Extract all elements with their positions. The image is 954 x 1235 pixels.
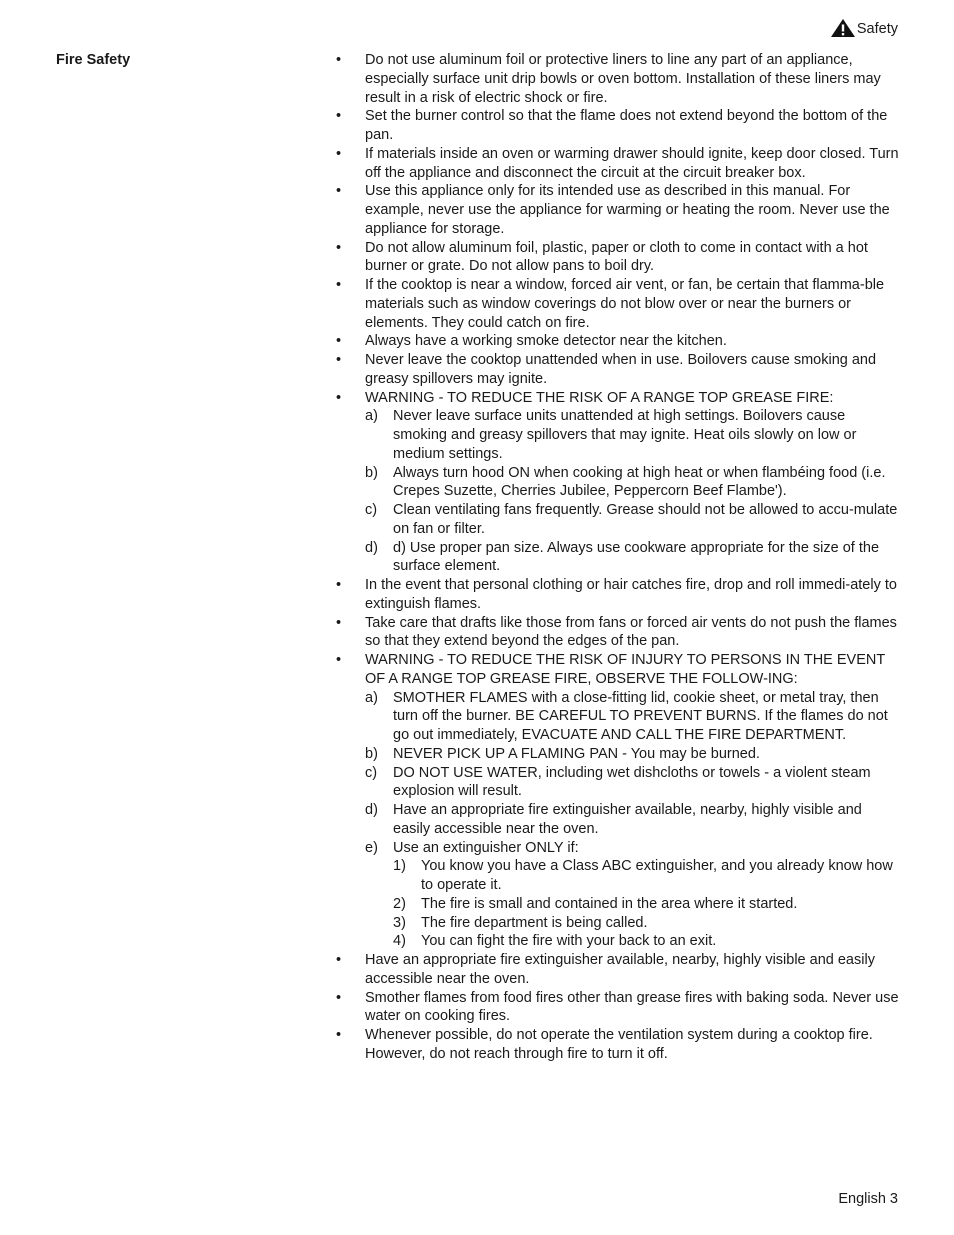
sub-list-item	[365, 407, 902, 463]
list-item-text: Clean ventilating fans frequently. Grease should not be allowed to accu-mulate on fan or filter.	[393, 502, 898, 537]
nested-list-item	[393, 914, 902, 933]
warning-triangle-icon	[830, 18, 856, 38]
sub-list-item	[365, 801, 902, 839]
sub-list-item	[365, 464, 902, 502]
bullet-marker: •	[336, 52, 342, 68]
bullet-marker: •	[336, 333, 342, 350]
bullet-marker: •	[336, 652, 342, 668]
list-item-text: Always turn hood ON when cooking at high heat or when flambéing food (i.e. Crepes Suzette, Cherries Jubilee, Peppercorn Beef Flambe').	[393, 464, 886, 500]
sub-list	[365, 689, 902, 952]
list-item-text: Take care that drafts like those from fans or forced air vents do not push the flames so that they extend beyond the edges of the pan.	[365, 614, 897, 650]
list-marker: d)	[365, 539, 378, 556]
list-marker: e)	[365, 839, 378, 856]
list-item-text: SMOTHER FLAMES with a close-fitting lid, cookie sheet, or metal tray, then turn off the burner. BE CAREFUL TO PREVENT BURNS. If the flames do not go out immediately, EVACUATE AND CALL THE FIRE DEPARTMENT.	[393, 689, 888, 743]
bullet-marker: •	[336, 108, 342, 125]
list-item-text: WARNING - TO REDUCE THE RISK OF INJURY TO PERSONS IN THE EVENT OF A RANGE TOP GREASE FIRE, OBSERVE THE FOLLOW-ING:	[365, 652, 885, 687]
list-marker: a)	[365, 689, 378, 706]
list-item	[336, 182, 902, 238]
sub-list	[365, 407, 902, 576]
list-item	[336, 332, 902, 351]
page-header	[830, 18, 898, 38]
bullet-marker: •	[336, 389, 342, 406]
list-marker: b)	[365, 464, 378, 481]
list-item-text: You can fight the fire with your back to an exit.	[421, 933, 717, 950]
list-item	[336, 989, 902, 1027]
list-marker: 4)	[393, 933, 406, 950]
list-item-text: Never leave the cooktop unattended when in use. Boilovers cause smoking and greasy spillovers may ignite.	[365, 352, 877, 387]
list-marker: 3)	[393, 914, 406, 931]
list-item-text: Set the burner control so that the flame does not extend beyond the bottom of the pan.	[365, 108, 888, 143]
sub-list-item	[365, 539, 902, 577]
list-item-text: Use this appliance only for its intended use as described in this manual. For example, never use the appliance for warming or heating the room. Never use the appliance for storage.	[365, 183, 890, 237]
bullet-marker: •	[336, 145, 342, 162]
list-item-text: The fire is small and contained in the area where it started.	[421, 895, 798, 912]
header-section-label: Safety	[856, 21, 898, 37]
sub-list-item	[365, 689, 902, 745]
bullet-marker: •	[336, 952, 342, 968]
list-item-text: Always have a working smoke detector near the kitchen.	[365, 333, 727, 350]
list-item-text: Have an appropriate fire extinguisher available, nearby, highly visible and easily accessible near the oven.	[393, 802, 862, 837]
list-item-text: Have an appropriate fire extinguisher available, nearby, highly visible and easily accessible near the oven.	[365, 952, 875, 987]
list-item	[336, 614, 902, 652]
sub-list-item	[365, 745, 902, 764]
bullet-marker: •	[336, 1027, 342, 1043]
list-item-text: Use an extinguisher ONLY if:	[393, 839, 579, 856]
list-marker: d)	[365, 802, 378, 818]
sub-list-item	[365, 839, 902, 952]
list-item-text: d) Use proper pan size. Always use cookware appropriate for the size of the surface element.	[393, 539, 880, 575]
list-item	[336, 389, 902, 577]
sub-list-item	[365, 501, 902, 539]
fire-safety-list-container	[336, 51, 902, 1064]
nested-list-item	[393, 895, 902, 914]
list-item-text: Whenever possible, do not operate the ventilation system during a cooktop fire. However, do not reach through fire to turn it off.	[365, 1027, 873, 1062]
list-item	[336, 1026, 902, 1064]
list-item-text: If the cooktop is near a window, forced air vent, or fan, be certain that flamma-ble materials such as window coverings do not blow over or near the burners or elements. They could catch on fire.	[365, 277, 885, 331]
list-item-text: If materials inside an oven or warming drawer should ignite, keep door closed. Turn off the appliance and disconnect the circuit at the circuit breaker box.	[365, 145, 899, 181]
list-marker: 1)	[393, 858, 406, 875]
nested-sub-list	[393, 857, 902, 951]
section-title: Fire Safety	[56, 52, 131, 68]
list-item-text: WARNING - TO REDUCE THE RISK OF A RANGE TOP GREASE FIRE:	[365, 389, 834, 406]
sub-list-item	[365, 764, 902, 802]
list-marker: b)	[365, 745, 378, 762]
bullet-marker: •	[336, 989, 342, 1006]
fire-safety-list	[336, 51, 902, 1064]
list-item-text: You know you have a Class ABC extinguisher, and you already know how to operate it.	[421, 858, 893, 893]
list-item	[336, 145, 902, 183]
list-item-text: The fire department is being called.	[421, 914, 648, 931]
bullet-marker: •	[336, 183, 342, 200]
page-number: English 3	[838, 1191, 898, 1207]
list-item	[336, 51, 902, 107]
bullet-marker: •	[336, 277, 342, 293]
list-marker: c)	[365, 502, 378, 518]
list-item-text: Do not allow aluminum foil, plastic, paper or cloth to come in contact with a hot burner or grate. Do not allow pans to boil dry.	[365, 239, 868, 275]
list-item	[336, 951, 902, 989]
nested-list-item	[393, 932, 902, 951]
list-item	[336, 239, 902, 277]
list-marker: c)	[365, 764, 378, 781]
list-marker: a)	[365, 408, 378, 425]
list-item	[336, 576, 902, 614]
bullet-marker: •	[336, 239, 342, 256]
list-item	[336, 651, 902, 951]
list-item-text: Do not use aluminum foil or protective liners to line any part of an appliance, especially surface unit drip bowls or oven bottom. Installation of these liners may result in a risk of electric shock or fire.	[365, 52, 881, 106]
list-item-text: In the event that personal clothing or hair catches fire, drop and roll immedi-ately to extinguish flames.	[365, 577, 897, 612]
list-marker: 2)	[393, 895, 406, 912]
list-item-text: NEVER PICK UP A FLAMING PAN - You may be burned.	[393, 745, 760, 762]
list-item-text: Smother flames from food fires other than grease fires with baking soda. Never use water on cooking fires.	[365, 989, 899, 1025]
nested-list-item	[393, 857, 902, 895]
bullet-marker: •	[336, 352, 342, 368]
list-item	[336, 107, 902, 145]
list-item	[336, 351, 902, 389]
list-item-text: Never leave surface units unattended at high settings. Boilovers cause smoking and greasy spillovers that may ignite. Heat oils slowly on low or medium settings.	[393, 408, 857, 462]
bullet-marker: •	[336, 577, 342, 593]
list-item-text: DO NOT USE WATER, including wet dishcloths or towels - a violent steam explosion will result.	[393, 764, 871, 800]
list-item	[336, 276, 902, 332]
bullet-marker: •	[336, 614, 342, 631]
